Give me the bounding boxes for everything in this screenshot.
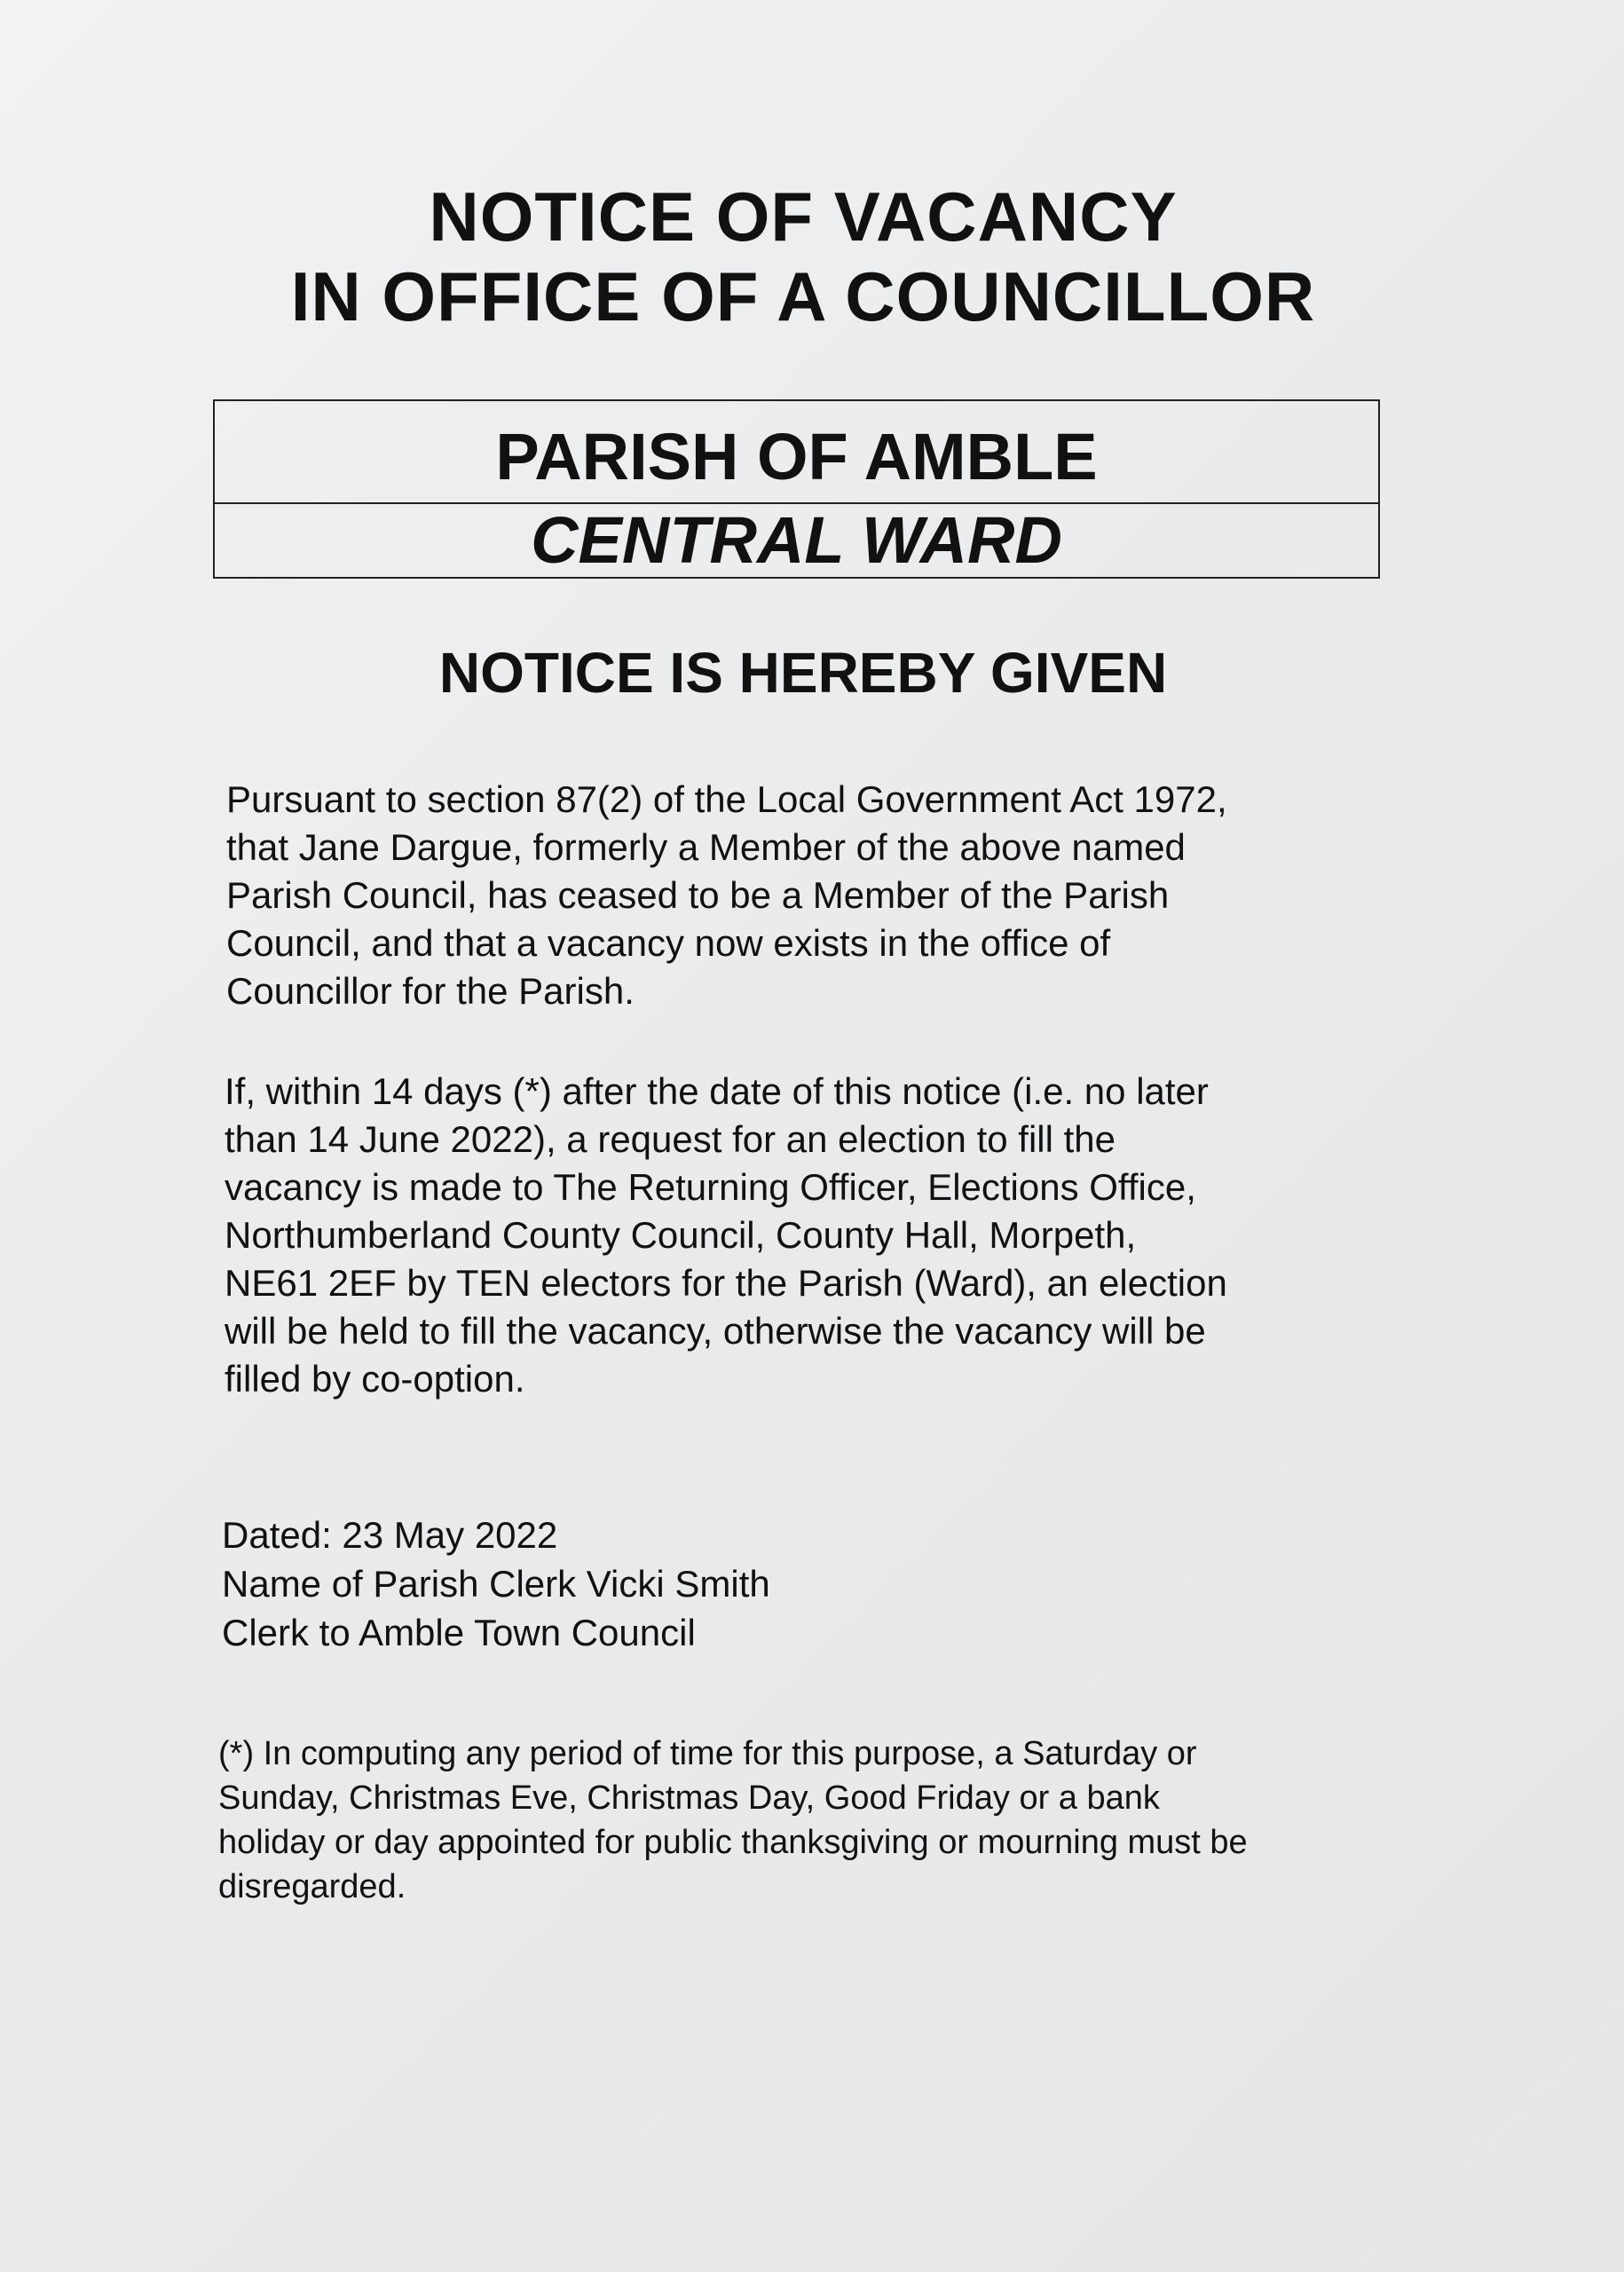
footnote [218, 1732, 1248, 1909]
clerk-name-line: Name of Parish Clerk Vicki Smith [222, 1563, 770, 1605]
clerk-role-line: Clerk to Amble Town Council [222, 1612, 696, 1653]
paragraph-line: Council, and that a vacancy now exists in the office of [226, 922, 1111, 964]
footnote-line: Sunday, Christmas Eve, Christmas Day, Good Friday or a bank [218, 1779, 1160, 1817]
notice-title-line-1: NOTICE OF VACANCY [429, 178, 1178, 256]
date-line: Dated: 23 May 2022 [222, 1514, 558, 1556]
paragraph-line: Pursuant to section 87(2) of the Local Government Act 1972, [226, 778, 1227, 820]
ward-name: CENTRAL WARD [531, 503, 1062, 577]
footnote-line: holiday or day appointed for public thanksgiving or mourning must be [218, 1824, 1248, 1861]
paragraph-line: than 14 June 2022), a request for an election to fill the [225, 1118, 1116, 1160]
paragraph-line: will be held to fill the vacancy, otherwise the vacancy will be [225, 1310, 1206, 1352]
footnote-line: (*) In computing any period of time for this purpose, a Saturday or [218, 1735, 1197, 1772]
paragraph-line: If, within 14 days (*) after the date of this notice (i.e. no later [225, 1070, 1209, 1112]
parish-name: PARISH OF AMBLE [495, 420, 1098, 493]
paragraph-line: filled by co-option. [225, 1358, 525, 1400]
parish-ward-box [213, 399, 1380, 579]
paragraph-line: that Jane Dargue, formerly a Member of the above named [226, 826, 1186, 868]
paragraph-line: Parish Council, has ceased to be a Member of the Parish [226, 874, 1170, 916]
paragraph-line: Councillor for the Parish. [226, 970, 635, 1012]
notice-heading: NOTICE IS HEREBY GIVEN [438, 641, 1168, 705]
paragraph-vacancy [226, 776, 1398, 1015]
paragraph-line: vacancy is made to The Returning Officer, Elections Office, [225, 1166, 1196, 1208]
notice-title-line-2: IN OFFICE OF A COUNCILLOR [290, 257, 1316, 335]
paragraph-election [225, 1068, 1396, 1403]
signature-block [222, 1511, 770, 1657]
paragraph-line: NE61 2EF by TEN electors for the Parish (Ward), an election [225, 1262, 1227, 1304]
paragraph-line: Northumberland County Council, County Hall, Morpeth, [225, 1214, 1137, 1256]
footnote-line: disregarded. [218, 1868, 406, 1905]
